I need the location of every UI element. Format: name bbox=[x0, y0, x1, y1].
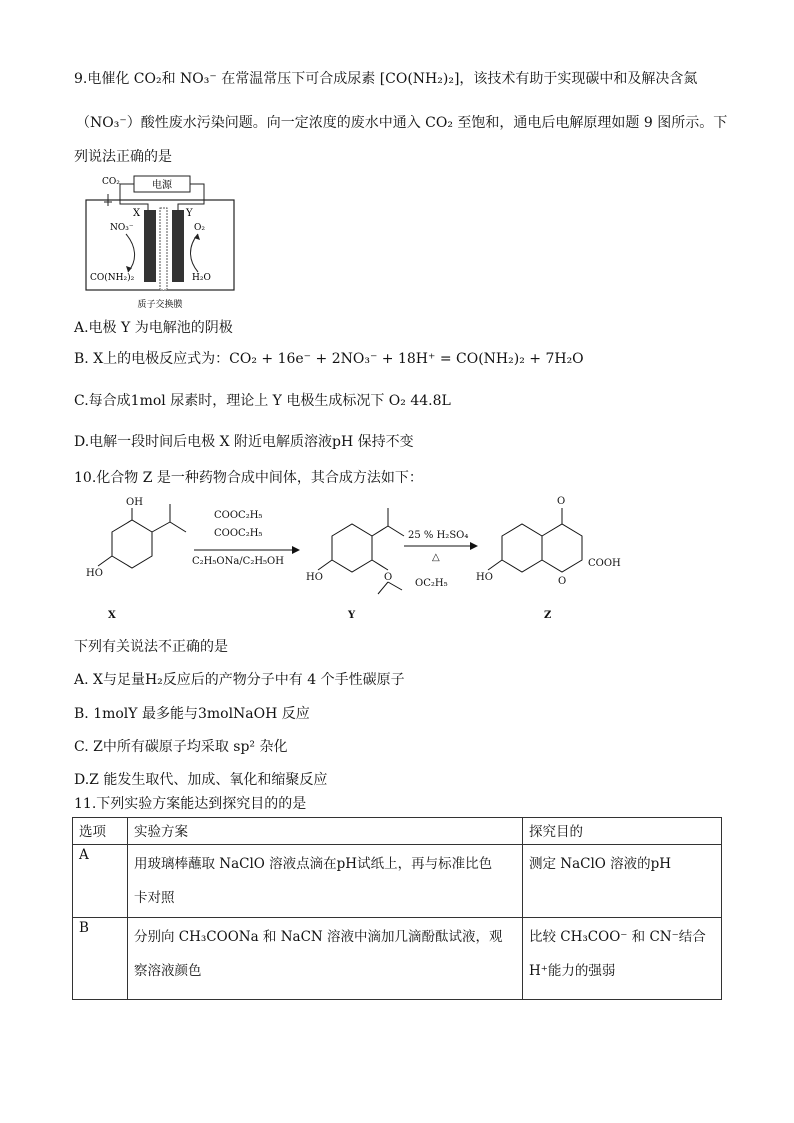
reagent1-a: COOC₂H₅ bbox=[214, 510, 263, 521]
row-b-plan-line1: 分别向 CH₃COONa 和 NaCN 溶液中滴加几滴酚酞试液，观 bbox=[134, 929, 503, 945]
x-ho: HO bbox=[86, 568, 103, 579]
urea-label: CO(NH₂)₂ bbox=[90, 273, 135, 283]
synthesis-scheme bbox=[82, 494, 642, 626]
y-ho: HO bbox=[306, 572, 323, 583]
q9-option-a: A.电极 Y 为电解池的阴极 bbox=[74, 320, 233, 336]
y-label: Y bbox=[186, 208, 193, 219]
z-ho: HO bbox=[476, 572, 493, 583]
z-ring-o: O bbox=[558, 576, 567, 587]
q9-option-c: C.每合成1mol 尿素时，理论上 Y 电极生成标况下 O₂ 44.8L bbox=[74, 393, 451, 409]
q9-line-1: 9.电催化 CO₂和 NO₃⁻ 在常温常压下可合成尿素 [CO(NH₂)₂]，该技术有助于实现碳中和及解决含氮 bbox=[74, 71, 698, 87]
row-b-goal-line1: 比较 CH₃COO⁻ 和 CN⁻结合 bbox=[529, 929, 706, 945]
y-oc2h5: OC₂H₅ bbox=[415, 578, 448, 589]
z-o: O bbox=[557, 496, 566, 507]
arrow-y bbox=[191, 234, 199, 272]
y-label: Y bbox=[348, 610, 356, 621]
table-row bbox=[73, 918, 722, 1000]
row-a-plan bbox=[128, 845, 523, 918]
reagent2-cond: △ bbox=[432, 552, 440, 563]
x-label: X bbox=[133, 208, 141, 219]
table-row bbox=[73, 845, 722, 918]
h2o-label: H₂O bbox=[192, 273, 211, 283]
q9-option-d: D.电解一段时间后电极 X 附近电解质溶液pH 保持不变 bbox=[74, 434, 414, 450]
q10-option-b: B. 1molY 最多能与3molNaOH 反应 bbox=[74, 706, 310, 722]
no3-label: NO₃⁻ bbox=[110, 223, 134, 233]
membrane-caption: 质子交换膜 bbox=[137, 300, 183, 310]
reagent1-cond: C₂H₅ONa/C₂H₅OH bbox=[192, 556, 284, 567]
z-cooh: COOH bbox=[588, 558, 621, 569]
o2-label: O₂ bbox=[194, 223, 205, 233]
y-o: O bbox=[384, 572, 393, 583]
reagent2-a: 25 % H₂SO₄ bbox=[408, 530, 469, 541]
q10-option-c: C. Z中所有碳原子均采取 sp² 杂化 bbox=[74, 739, 288, 755]
arrow-x bbox=[126, 234, 135, 272]
header-plan: 实验方案 bbox=[128, 818, 523, 845]
co2-label: CO₂ bbox=[102, 177, 120, 187]
table-header-row bbox=[73, 818, 722, 845]
row-a-option: A bbox=[73, 845, 128, 918]
row-a-plan-line1: 用玻璃棒蘸取 NaClO 溶液点滴在pH试纸上，再与标准比色 bbox=[134, 856, 493, 872]
electrode-x bbox=[144, 210, 156, 282]
q9-line-3: 列说法正确的是 bbox=[74, 149, 172, 165]
x-oh: OH bbox=[126, 497, 143, 508]
proton-exchange-membrane bbox=[160, 208, 167, 290]
row-b-option: B bbox=[73, 918, 128, 1000]
q9-line-2: （NO₃⁻）酸性废水污染问题。向一定浓度的废水中通入 CO₂ 至饱和，通电后电解原理如题 9 图所示。下 bbox=[76, 115, 728, 131]
q10-option-a: A. X与足量H₂反应后的产物分子中有 4 个手性碳原子 bbox=[74, 672, 405, 688]
q9-option-b: B. X上的电极反应式为：CO₂ + 16e⁻ + 2NO₃⁻ + 18H⁺ = CO(NH₂)₂ + 7H₂O bbox=[74, 351, 584, 367]
q10-prompt: 下列有关说法不正确的是 bbox=[74, 639, 228, 655]
q10-stem: 10.化合物 Z 是一种药物合成中间体，其合成方法如下： bbox=[74, 470, 423, 486]
power-source-label: 电源 bbox=[152, 180, 172, 191]
header-option: 选项 bbox=[73, 818, 128, 845]
x-label: X bbox=[108, 610, 116, 621]
row-b-plan bbox=[128, 918, 523, 1000]
row-b-goal-line2: H⁺能力的强弱 bbox=[529, 963, 616, 979]
reagent1-b: COOC₂H₅ bbox=[214, 528, 263, 539]
row-b-goal bbox=[523, 918, 722, 1000]
z-label: Z bbox=[544, 610, 552, 621]
row-a-goal bbox=[523, 845, 722, 918]
q10-option-d: D.Z 能发生取代、加成、氧化和缩聚反应 bbox=[74, 772, 328, 788]
electrode-y bbox=[172, 210, 184, 282]
row-a-plan-line2: 卡对照 bbox=[134, 890, 175, 906]
row-b-plan-line2: 察溶液颜色 bbox=[134, 963, 202, 979]
q11-stem: 11.下列实验方案能达到探究目的的是 bbox=[74, 796, 307, 812]
header-goal: 探究目的 bbox=[523, 818, 722, 845]
electrolysis-diagram bbox=[80, 168, 240, 316]
row-a-goal-line1: 测定 NaClO 溶液的pH bbox=[529, 856, 672, 872]
experiment-table bbox=[72, 817, 722, 1000]
